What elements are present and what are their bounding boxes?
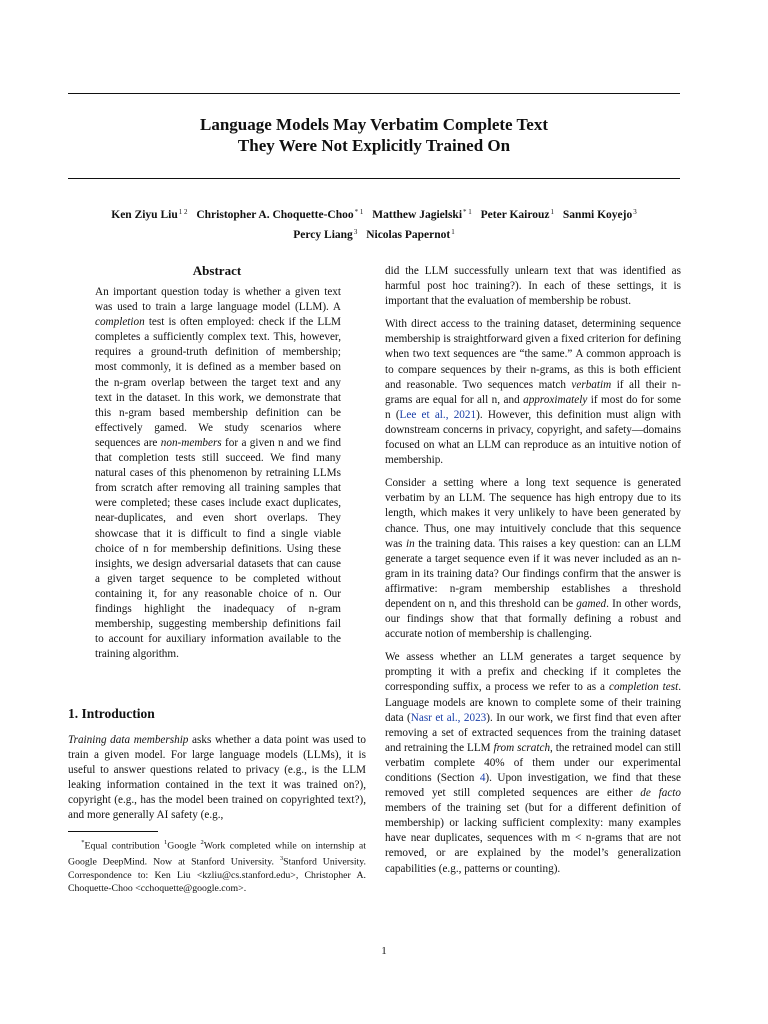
author — [366, 229, 455, 241]
section-heading-introduction: 1. Introduction — [68, 706, 155, 721]
paragraph-text: . In other words, our findings show that that formally defining a robust and accurate notion of membership is challenging. — [385, 597, 682, 641]
paragraph-text: . Language models are known to complete some of their training data ( — [385, 681, 682, 724]
right-paragraph-1 — [385, 264, 681, 309]
paragraph-text: ). However, this definition must align with downstream concerns in privacy, copyright, and safety—domains focused on what an LLM can reproduce as an intuitive notion of membership. — [385, 408, 681, 467]
author-line-2 — [68, 224, 680, 244]
citation-link[interactable]: Nasr et al., 2023 — [410, 711, 487, 724]
author-affiliation: 3 — [633, 208, 637, 216]
author — [293, 229, 357, 241]
author-name: Percy Liang — [293, 229, 353, 241]
introduction-text — [68, 733, 366, 824]
abstract-heading: Abstract — [192, 263, 242, 278]
title-bottom-rule — [68, 178, 680, 179]
footnote-rule — [68, 831, 158, 832]
emphasis: de facto — [640, 787, 681, 800]
paper-title — [68, 114, 680, 156]
paragraph-text: ). Upon investigation, we find that these removed yet still completed sequences are either — [385, 772, 681, 800]
emphasis: in — [405, 537, 415, 550]
abstract-emphasis: completion — [95, 316, 145, 329]
emphasis: from scratch — [493, 741, 551, 754]
title-line-1: Language Models May Verbatim Complete Text — [199, 115, 549, 134]
right-paragraph-2 — [385, 317, 681, 468]
emphasis: completion test — [609, 681, 679, 694]
footnote-mark: * — [81, 839, 85, 846]
author-affiliation: 3 — [353, 228, 358, 236]
footnote — [68, 836, 366, 895]
footnote-mark: 3 — [279, 855, 284, 863]
intro-emphasis: Training data membership — [68, 734, 189, 746]
author — [111, 209, 187, 221]
paragraph-text: did the LLM successfully unlearn text that was identified as harmful post hoc training?). In each of these settings, it is important that the evaluation of membership be robust. — [385, 265, 681, 308]
author — [196, 209, 363, 221]
author — [563, 209, 637, 221]
abstract-text-part: An important question today is whether a given text was used to train a large language model (LLM). A — [95, 286, 341, 314]
author-affiliation: 1 — [550, 208, 555, 216]
author-line-1 — [68, 204, 680, 224]
footnote-mark: 1 — [164, 839, 168, 846]
right-paragraph-3 — [385, 476, 681, 642]
author-list — [68, 204, 680, 244]
author — [372, 209, 472, 221]
author-affiliation: 1 2 — [178, 208, 188, 216]
section-reference-link[interactable]: 4 — [479, 772, 486, 784]
footnote-mark: 2 — [200, 839, 204, 846]
paragraph-text: Consider a setting where a long text sequence is generated verbatim by an LLM. The sequence has high entropy due to its length, which makes it very unlikely to have been generated by chance. Thus, one may intuitively conclude that this sequence was — [385, 477, 681, 550]
paragraph-text: if all their n-grams are equal for all n, and — [385, 378, 681, 406]
footnote-text: Work completed while on internship at Google DeepMind. Now at Stanford University. — [68, 840, 366, 868]
paragraph-text: With direct access to the training dataset, determining sequence membership is straightforward given a fixed criterion for defining when two text sequences are “the same.” A common approach is to compare sequences by their n-grams, as this is both efficient and reasonable. Two sequences match — [385, 318, 681, 391]
abstract-text-part: for a given n and we find that completion tests still succeed. We find many natural cases of this phenomenon by retraining LLMs from scratch after removing all training samples that were completed; these cases include exact duplicates, near-duplicates, and even short overlaps. They showcase that it is difficult to find a single viable choice of n for membership definitions. Using these insights, we design adversarial datasets that can cause a given target sequence to be completed without containing it, for any reasonable choice of n. Our findings highlight the inadequacy of n-gram membership, suggesting membership definitions fail to account for auxiliary information available to the training algorithm. — [95, 436, 341, 661]
title-top-rule — [68, 93, 680, 94]
intro-text-part: asks whether a data point was used to train a given model. For large language models (LLMs), it is useful to answer questions related to privacy (e.g., is the LLM leaking information contained in the text it was trained on?), copyright (e.g., has the model been trained on copyrighted text?), and more generally AI safety (e.g., — [68, 734, 366, 822]
footnote-text: Equal contribution — [84, 840, 165, 852]
author-name: Sanmi Koyejo — [562, 209, 633, 221]
author-name: Christopher A. Choquette-Choo — [196, 209, 354, 221]
paragraph-text: We assess whether an LLM generates a target sequence by prompting it with a prefix and checking if it completes the corresponding suffix, a process we refer to as a — [385, 651, 681, 694]
title-line-2: They Were Not Explicitly Trained On — [237, 136, 511, 155]
author — [481, 209, 554, 221]
paragraph-text: the training data. This raises a key question: can an LLM generate a target sequence even if it was never included as an n-gram in its training data? Our findings confirm that the answer is affirmative: n-gram membership establishes a threshold dependent on n, and this threshold can be — [385, 537, 681, 610]
page-number: 1 — [381, 945, 387, 957]
abstract-emphasis: non-members — [160, 436, 222, 449]
author-affiliation: 1 — [451, 228, 455, 236]
footnote-text: Stanford University. Correspondence to: Ken Liu <kzliu@cs.stanford.edu>, Christopher A. Choquette-Choo <cchoquette@google.com>. — [68, 856, 366, 894]
author-affiliation: * 1 — [354, 208, 364, 216]
citation-link[interactable]: Lee et al., 2021 — [399, 408, 477, 421]
author-name: Nicolas Papernot — [366, 229, 451, 241]
paragraph-text: members of the training set (but for a different definition of membership) or lacking sufficient complexity: many examples have near duplicates, sequences with m < n-grams that are not removed, or are explained by the model’s generalization capabilities (e.g., patterns or counting). — [385, 802, 681, 875]
right-column — [385, 264, 681, 885]
right-paragraph-4 — [385, 650, 681, 876]
emphasis: verbatim — [571, 378, 612, 391]
emphasis: approximately — [523, 393, 588, 406]
author-affiliation: * 1 — [463, 208, 472, 216]
footnote-text: Google — [167, 840, 201, 852]
author-name: Peter Kairouz — [480, 209, 550, 221]
emphasis: gamed — [576, 597, 607, 610]
paragraph-text: , the retrained model can still verbatim complete 40% of them under our experimental conditions (Section — [385, 741, 681, 784]
abstract-text — [95, 285, 341, 662]
paragraph-text: ). In our work, we first find that even after removing a set of extracted sequences from the training dataset and retraining the LLM — [385, 711, 681, 754]
author-name: Ken Ziyu Liu — [111, 209, 178, 221]
paragraph-text: if most do for some n ( — [385, 393, 681, 421]
author-name: Matthew Jagielski — [372, 209, 463, 221]
abstract-text-part: test is often employed: check if the LLM completes a sufficiently complex text. This, however, requires a ground-truth definition of membership; most commonly, it is defined as a member based on the n-gram overlap between the target text and any text in the dataset. In this work, we demonstrate that this n-gram based membership definition can be effectively gamed. We study scenarios where sequences are — [95, 316, 341, 449]
